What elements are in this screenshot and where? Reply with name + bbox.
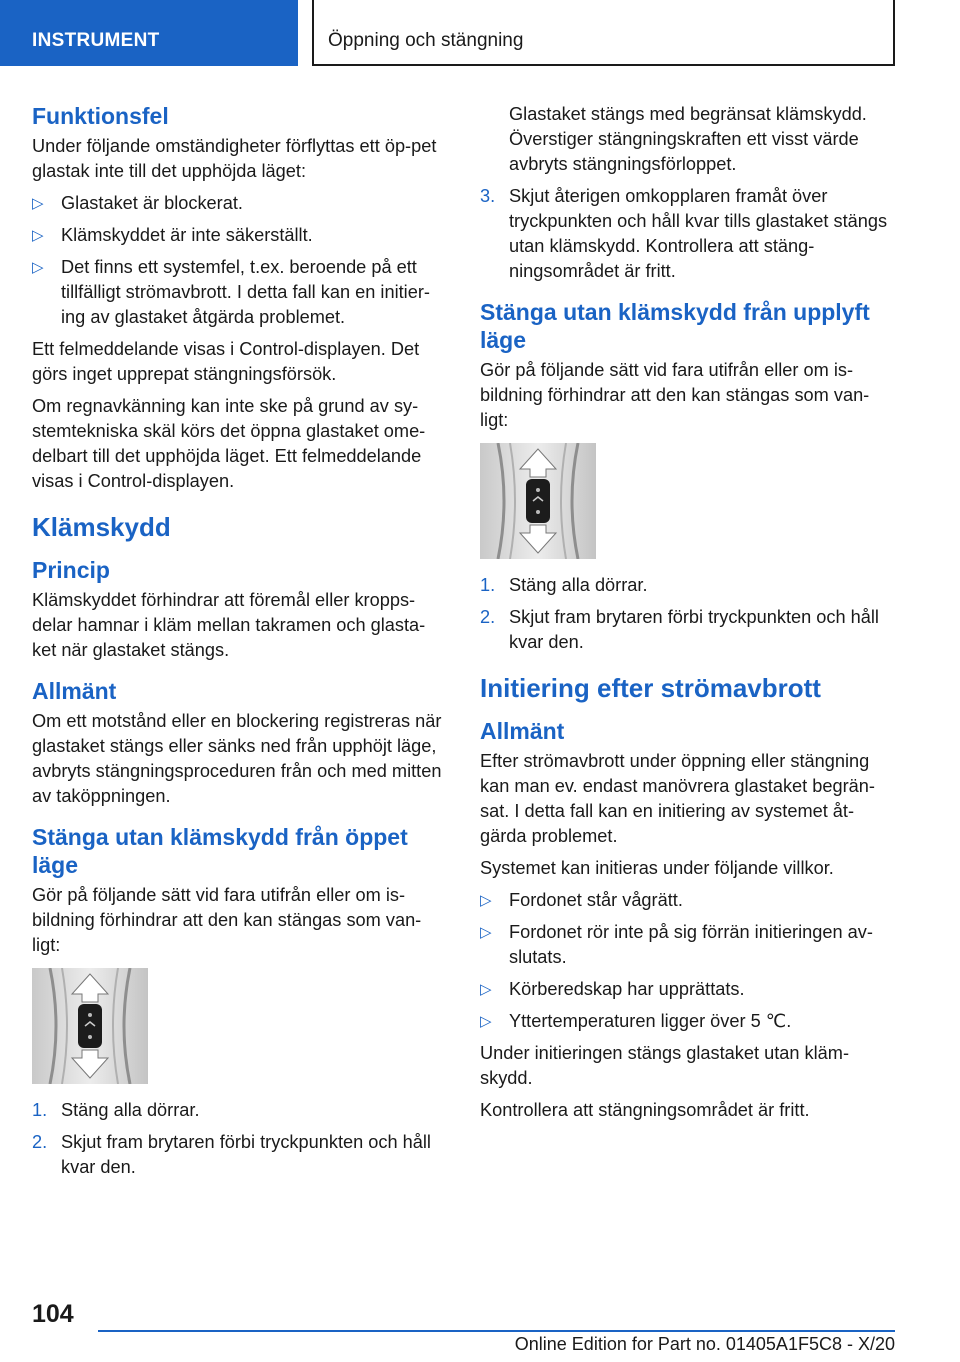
paragraph-continued: Glastaket stängs med begränsat klämskydd. Överstiger stängningskraften ett visst värde avbryts stängningsförloppet.: [509, 104, 867, 174]
fault-list: [32, 191, 447, 330]
roof-switch-illustration: [32, 968, 148, 1084]
steps-list: [32, 1098, 447, 1180]
conditions-list: [480, 888, 895, 1034]
paragraph-kontroll: Kontrollera att stängningsområdet är fritt.: [480, 1100, 810, 1120]
list-item: ▷ Klämskyddet är inte säkerställt.: [32, 223, 447, 248]
heading-funktionsfel: Funktionsfel: [32, 103, 169, 129]
list-item: ▷ Fordonet står vågrätt.: [480, 888, 895, 913]
paragraph-allmant: Om ett motstånd eller en blockering registreras när glastaket stängs eller sänks ned från upphöjt läge, avbryts stängningsproceduren från och med mitten av taköppningen.: [32, 711, 442, 806]
list-item: 1. Stäng alla dörrar.: [32, 1100, 200, 1120]
footer-edition: Online Edition for Part no. 01405A1F5C8 - X/20: [514, 1334, 895, 1354]
right-column: [480, 102, 895, 1130]
triangle-bullet-icon: ▷: [480, 924, 492, 941]
list-item: ▷ Körberedskap har upprättats.: [480, 977, 895, 1002]
paragraph-felmeddelande: Ett felmeddelande visas i Control-displayen. Det görs inget upprepat stängningsförsök.: [32, 339, 420, 384]
paragraph-villkor: Systemet kan initieras under följande villkor.: [480, 858, 834, 878]
list-item: 1. Stäng alla dörrar.: [480, 575, 648, 595]
page-number: 104: [32, 1300, 74, 1328]
paragraph-under-initiering: Under initieringen stängs glastaket utan kläm-skydd.: [480, 1043, 849, 1088]
heading-stanga-upplyft: Stänga utan klämskydd från upplyft läge: [480, 299, 870, 353]
footer-divider: [98, 1330, 895, 1332]
paragraph-intro: Under följande omständigheter förflyttas ett öp-pet glastak inte till det upphöjda läget:: [32, 136, 437, 181]
list-item: 2. Skjut fram brytaren förbi tryckpunkten och håll kvar den.: [480, 607, 879, 652]
triangle-bullet-icon: ▷: [480, 981, 492, 998]
list-item: ▷ Glastaket är blockerat.: [32, 191, 447, 216]
paragraph-stanga-upplyft: Gör på följande sätt vid fara utifrån eller om is-bildning förhindrar att den kan stängas som van-ligt:: [480, 360, 870, 430]
paragraph-stanga-oppet: Gör på följande sätt vid fara utifrån eller om is-bildning förhindrar att den kan stängas som van-ligt:: [32, 885, 422, 955]
steps-list: [480, 573, 895, 655]
heading-stanga-oppet: Stänga utan klämskydd från öppet läge: [32, 824, 408, 878]
triangle-bullet-icon: ▷: [480, 892, 492, 909]
steps-list-continued: [480, 184, 895, 284]
triangle-bullet-icon: ▷: [480, 1013, 492, 1030]
roof-switch-illustration: [480, 443, 596, 559]
paragraph-regnavkanning: Om regnavkänning kan inte ske på grund av sy-stemtekniska skäl körs det öppna glastaket ome-delbart till det upphöjda läget. Ett felmeddelande visas i Control-displayen.: [32, 396, 426, 491]
list-item: 2. Skjut fram brytaren förbi tryckpunkten och håll kvar den.: [32, 1132, 431, 1177]
paragraph-allmant: Efter strömavbrott under öppning eller stängning kan man ev. endast manövrera glastaket begrän-sat. I detta fall kan en initiering av systemet åt-gärda problemet.: [480, 751, 875, 846]
heading-klamskydd: Klämskydd: [32, 512, 171, 542]
heading-initiering: Initiering efter strömavbrott: [480, 673, 821, 703]
triangle-bullet-icon: ▷: [32, 227, 44, 244]
chapter-title: Öppning och stängning: [312, 0, 895, 66]
list-item: ▷ Det finns ett systemfel, t.ex. beroende på ett tillfälligt strömavbrott. I detta fall kan en initier-ing av glastaket åtgärda problemet.: [32, 257, 430, 327]
heading-allmant: Allmänt: [480, 718, 565, 744]
list-item: ▷ Fordonet rör inte på sig förrän initieringen av-slutats.: [480, 922, 873, 967]
paragraph-princip: Klämskyddet förhindrar att föremål eller kropps-delar hamnar i kläm mellan takramen och glasta-ket när glastaket stängs.: [32, 590, 426, 660]
triangle-bullet-icon: ▷: [32, 259, 44, 276]
left-column: [32, 102, 447, 1187]
list-item: ▷ Yttertemperaturen ligger över 5 ℃.: [480, 1009, 895, 1034]
triangle-bullet-icon: ▷: [32, 195, 44, 212]
list-item: 3. Skjut återigen omkopplaren framåt över tryckpunkten och håll kvar tills glastaket stängs utan klämskydd. Kontrollera att stäng-ningsområdet är fritt.: [480, 186, 888, 281]
page-header: [0, 0, 960, 66]
heading-allmant: Allmänt: [32, 678, 117, 704]
section-tab: INSTRUMENT: [0, 0, 298, 66]
heading-princip: Princip: [32, 557, 110, 583]
